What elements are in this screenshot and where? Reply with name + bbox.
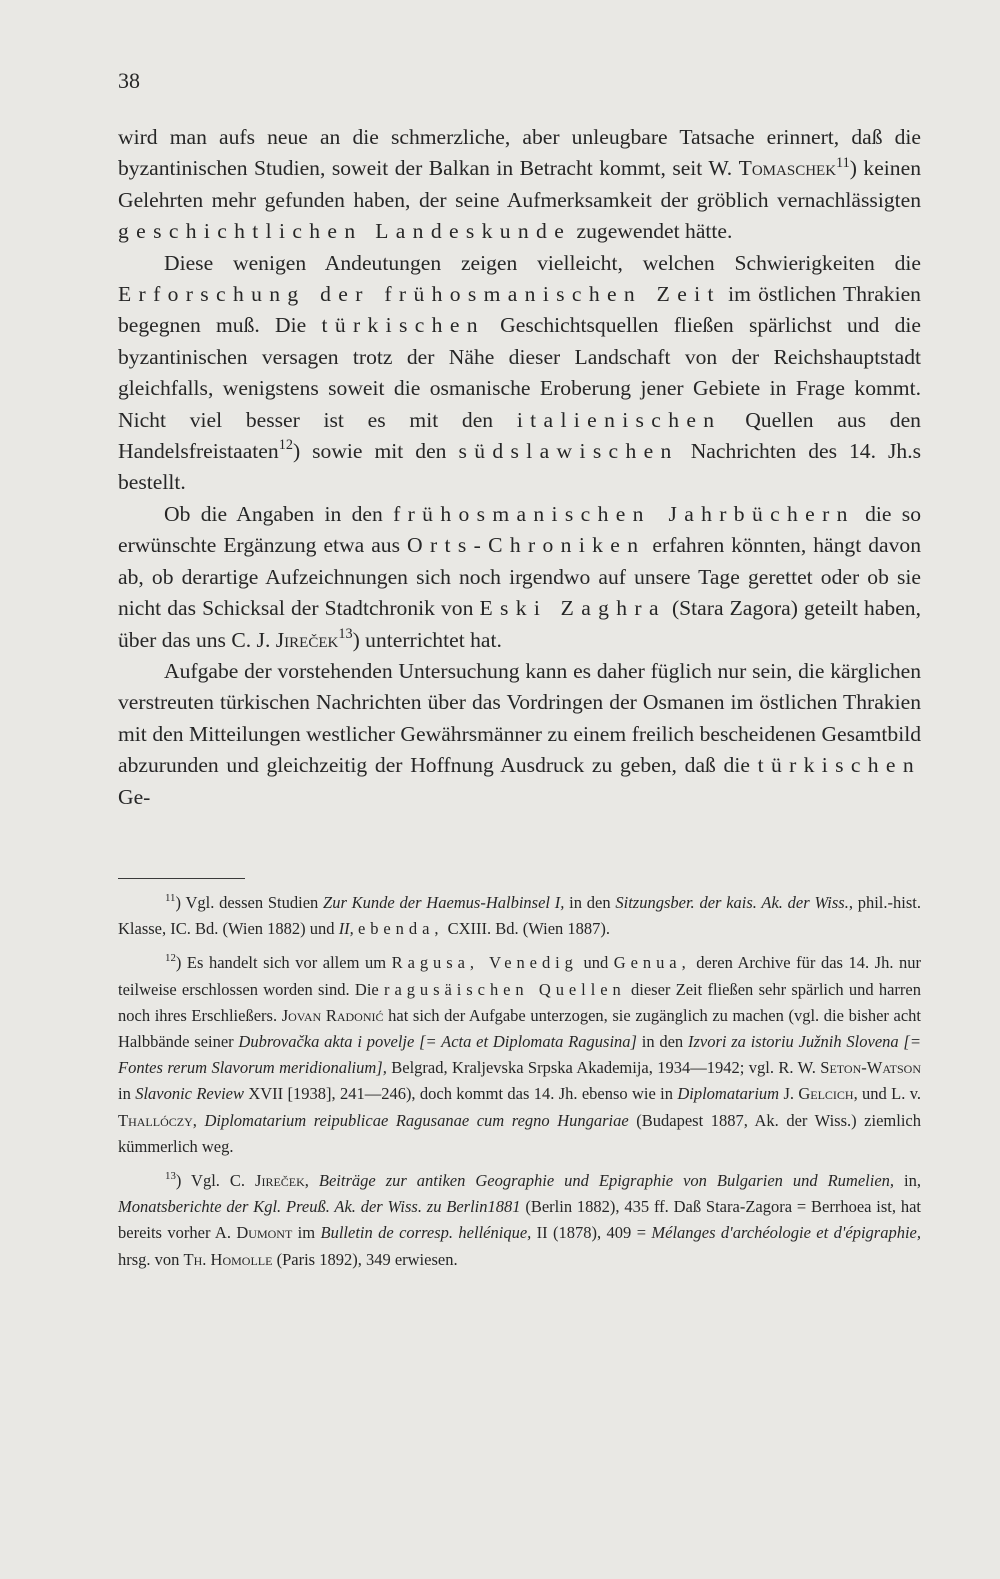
- italic-title: Bulletin de corresp. hellénique,: [320, 1223, 532, 1243]
- italic-title: Monatsberichte der Kgl. Preuß. Ak. der Wiss. zu Berlin1881: [118, 1197, 521, 1217]
- text-run: ) Es handelt sich vor allem um: [175, 953, 392, 973]
- text-run: in: [118, 1084, 136, 1104]
- italic-title: Mélanges d'archéologie et d'épigraphie,: [651, 1223, 921, 1243]
- footnote-marker: 12: [165, 952, 176, 965]
- text-run: XVII [1938], 241—246), doch kommt das 14. Jh. ebenso wie in: [243, 1084, 678, 1104]
- text-run: zugewendet hätte.: [571, 219, 733, 244]
- footnote-12: [118, 950, 921, 1160]
- text-run: ) keinen Gelehrten mehr gefunden haben, der seine Aufmerksamkeit der gröblich vernachlässigten: [118, 156, 921, 212]
- footnote-marker: 13: [165, 1170, 176, 1182]
- small-caps-name: Jovan Radonić: [281, 1005, 384, 1025]
- text-run: die so erwünschte Ergänzung etwa aus: [118, 501, 921, 558]
- italic-title: Izvori za istoriu Južnih Slovena [= Fontes rerum Slavorum meridionalium],: [118, 1032, 921, 1078]
- small-caps-name: Jireček: [275, 627, 339, 652]
- italic-title: Zur Kunde der Haemus-Halbinsel I,: [323, 893, 565, 912]
- text-run: (Stara Zagora) geteilt haben, über das uns C. J.: [118, 596, 921, 652]
- text-run: Diese wenigen Andeutungen zeigen vielleicht, welchen Schwierigkeiten die: [164, 250, 921, 275]
- italic-title: Diplomatarium: [677, 1084, 780, 1104]
- text-run: ,: [192, 1110, 205, 1130]
- footnote-separator: [118, 878, 245, 879]
- small-caps-name: Gelcich: [798, 1084, 854, 1104]
- spaced-emphasis: Orts-Chroniken: [407, 533, 646, 558]
- text-run: ) Vgl. C.: [175, 1171, 256, 1191]
- text-run: (Paris 1892), 349 erwiesen.: [272, 1249, 458, 1269]
- text-run: im: [292, 1223, 321, 1243]
- text-run: ) unterrichtet hat.: [352, 627, 502, 652]
- spaced-emphasis: Ragusa, Venedig: [391, 953, 578, 973]
- small-caps-name: Th. Homolle: [183, 1249, 273, 1269]
- text-run: J.: [779, 1084, 799, 1104]
- text-run: II (1878), 409 =: [531, 1223, 652, 1243]
- text-run: in,: [894, 1171, 921, 1191]
- small-caps-name: Dumont: [236, 1223, 293, 1243]
- small-caps-name: Thallóczy: [118, 1110, 193, 1130]
- italic-title: Slavonic Review: [135, 1084, 244, 1104]
- text-run: Aufgabe der vorstehenden Untersuchung kann es daher füglich nur sein, die kärglichen verstreuten türkischen Nachrichten über das Vordringen der Osmanen im östlichen Thrakien mit den Mitteilungen westlicher Gewährsmänner zu einem freilich bescheidenen Gesamtbild abzurunden und gleichzeitig der Hoffnung Ausdruck zu geben, daß die: [118, 658, 921, 778]
- paragraph: [118, 656, 921, 813]
- italic-title: Sitzungsber. der kais. Ak. der Wiss.: [615, 893, 849, 912]
- text-run: in den: [564, 893, 616, 912]
- text-run: deren Archive für das 14. Jh. nur teilweise erschlossen worden sind. Die: [118, 953, 922, 999]
- text-run: Quellen aus den Handelsfreistaaten: [118, 407, 921, 464]
- text-run: , phil.-hist. Klasse, IC. Bd. (Wien 1882) und: [118, 893, 921, 939]
- text-run: ,: [304, 1171, 319, 1191]
- text-run: Belgrad, Kraljevska Srpska Akademija, 1934—1942; vgl. R. W.: [386, 1058, 821, 1078]
- text-run: hrsg. von: [118, 1249, 184, 1269]
- small-caps-name: Jireček: [255, 1171, 305, 1191]
- text-run: in den: [636, 1032, 688, 1052]
- italic-title: Dubrovačka akta i povelje [= Acta et Diplomata Ragusina]: [238, 1032, 637, 1052]
- text-run: im östlichen Thrakien begegnen muß. Die: [118, 282, 921, 338]
- text-run: (Berlin 1882), 435 ff. Daß Stara-Zagora = Berrhoea ist, hat bereits vorher A.: [118, 1197, 922, 1243]
- spaced-emphasis: frühosmanischen Jahrbüchern: [393, 501, 855, 526]
- spaced-emphasis: Genua,: [613, 953, 691, 973]
- text-run: CXIII. Bd. (Wien 1887).: [443, 919, 611, 939]
- italic-title: II,: [338, 919, 354, 939]
- page-number: 38: [118, 68, 140, 93]
- text-run: und: [577, 953, 614, 973]
- small-caps-name: Seton-Watson: [820, 1058, 921, 1078]
- text-run: ) Vgl. dessen Studien: [175, 893, 324, 912]
- footnotes: [118, 890, 921, 1281]
- spaced-emphasis: italienischen: [516, 407, 722, 432]
- footnote-11: [118, 890, 921, 942]
- paragraph: [118, 248, 921, 499]
- spaced-emphasis: ebenda,: [357, 919, 444, 939]
- paragraph: [118, 122, 921, 248]
- spaced-emphasis: türkischen: [321, 313, 485, 338]
- spaced-emphasis: südslawischen: [458, 439, 679, 464]
- italic-title: Diplomatarium reipublicae Ragusanae cum regno Hungariae: [204, 1110, 629, 1130]
- footnote-13: [118, 1168, 921, 1273]
- text-run: dieser Zeit fließen sehr spärlich und harren noch ihres Erschließers.: [118, 979, 921, 1025]
- spaced-emphasis: geschichtlichen Landeskunde: [118, 219, 572, 244]
- main-text: [118, 122, 921, 813]
- text-run: ) sowie mit den: [292, 439, 459, 464]
- spaced-emphasis: ragusäischen Quellen: [384, 979, 626, 999]
- text-run: hat sich der Aufgabe unterzogen, sie zugänglich zu machen (vgl. die bisher acht Halbbände seiner: [118, 1005, 921, 1052]
- text-run: (Budapest 1887, Ak. der Wiss.) ziemlich kümmerlich weg.: [118, 1110, 921, 1156]
- footnote-marker: 11: [165, 891, 176, 904]
- text-run: Geschichtsquellen fließen spärlichst und die byzantinischen versagen trotz der Nähe dieser Landschaft von der Reichshauptstadt gleichfalls, wenigstens soweit die osmanische Eroberung jener Gebiete in Frage kommt. Nicht viel besser ist es mit den: [118, 313, 921, 432]
- small-caps-name: Tomaschek: [738, 156, 837, 181]
- footnote-marker: 13: [338, 625, 353, 642]
- italic-title: Beiträge zur antiken Geographie und Epigraphie von Bulgarien und Rumelien,: [318, 1171, 895, 1191]
- text-run: , und L. v.: [853, 1084, 921, 1104]
- text-run: wird man aufs neue an die schmerzliche, aber unleugbare Tatsache erinnert, daß die byzantinischen Studien, soweit der Balkan in Betracht kommt, seit W.: [118, 125, 921, 181]
- spaced-emphasis: Erforschung der frühosmanischen Zeit: [118, 282, 721, 307]
- text-run: Ge-: [118, 784, 151, 809]
- paragraph: [118, 499, 921, 656]
- spaced-emphasis: türkischen: [757, 753, 921, 778]
- text-run: Nachrichten des 14. Jh.s bestellt.: [118, 439, 921, 495]
- footnote-marker: 12: [278, 437, 293, 454]
- text-run: Ob die Angaben in den: [164, 501, 394, 526]
- footnote-marker: 11: [836, 154, 850, 171]
- spaced-emphasis: Eski Zaghra: [479, 596, 666, 621]
- text-run: erfahren könnten, hängt davon ab, ob derartige Aufzeichnungen sich noch irgendwo auf unsere Tage gerettet oder ob sie nicht das Schicksal der Stadtchronik von: [118, 533, 921, 621]
